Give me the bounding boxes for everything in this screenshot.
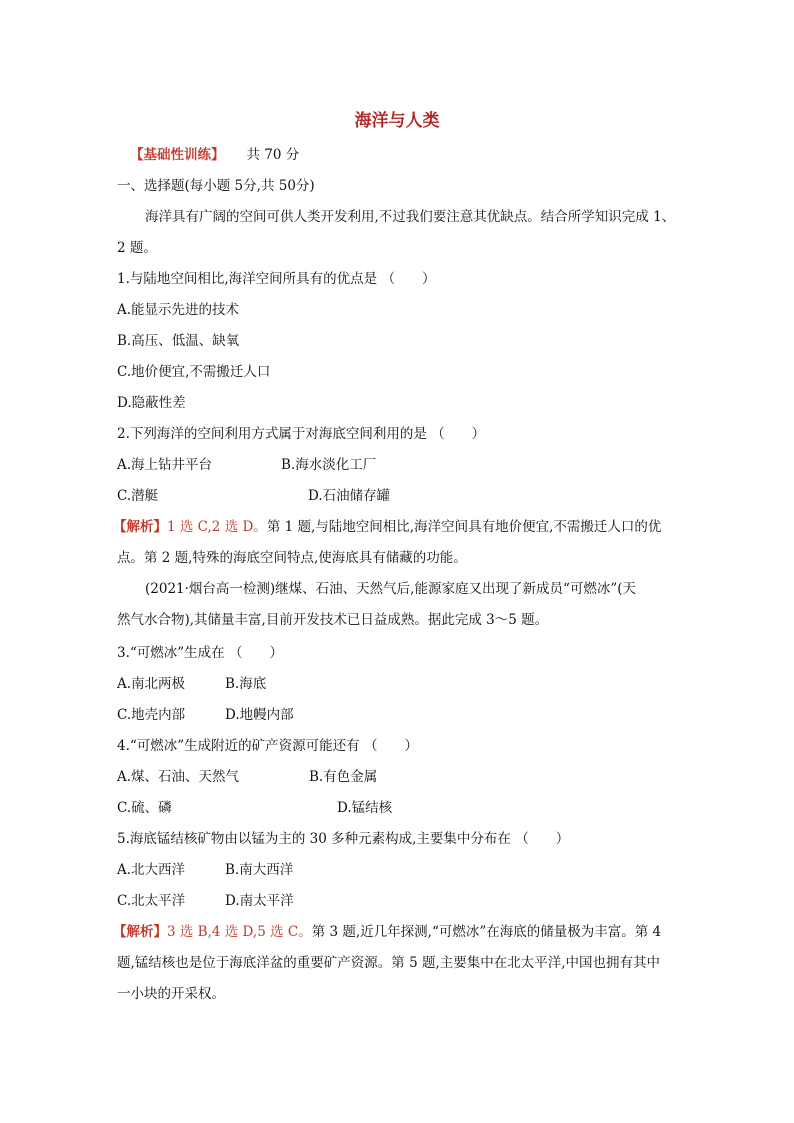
answer-key: 1 选 C,2 选 D。 — [167, 519, 267, 535]
question-2-option-a: A.海上钻井平台 — [117, 457, 213, 473]
question-1-option-d: D.隐蔽性差 — [117, 395, 186, 411]
question-5-option-c: C.北太平洋 — [117, 893, 186, 909]
question-2-stem: 2.下列海洋的空间利用方式属于对海底空间利用的是 （ ） — [117, 426, 486, 442]
answer-1-line2: 点。第 2 题,特殊的海底空间特点,使海底具有储藏的功能。 — [117, 550, 467, 566]
page-title: 海洋与人类 — [354, 111, 440, 131]
question-5-stem: 5.海底锰结核矿物由以锰为主的 30 多种元素构成,主要集中分布在 （ ） — [117, 831, 570, 847]
question-4-option-b: B.有色金属 — [309, 769, 378, 785]
intro-paragraph-2-line1: (2021·烟台高一检测)继煤、石油、天然气后,能源家庭又出现了新成员“可燃冰”(天 — [145, 581, 637, 597]
answer-1-line1 — [113, 517, 661, 537]
question-1-option-a: A.能显示先进的技术 — [117, 302, 240, 318]
training-tag: 【基础性训练】 — [130, 147, 225, 163]
question-1-option-c: C.地价便宜,不需搬迁人口 — [117, 364, 271, 380]
question-4-option-c: C.硫、磷 — [117, 800, 172, 816]
question-5-option-d: D.南太平洋 — [225, 893, 294, 909]
question-5-option-a: A.北大西洋 — [117, 862, 186, 878]
question-3-option-d: D.地幔内部 — [225, 707, 294, 723]
question-5-option-b: B.南大西洋 — [225, 862, 294, 878]
section-header — [130, 145, 299, 165]
answer-label: 【解析】 — [113, 924, 167, 940]
question-3-option-c: C.地壳内部 — [117, 707, 186, 723]
answer-2-line3: 一小块的开采权。 — [117, 986, 225, 1002]
total-score: 共 70 分 — [246, 147, 300, 163]
question-4-stem: 4.“可燃冰”生成附近的矿产资源可能还有 （ ） — [117, 738, 418, 754]
intro-paragraph-1-line2: 2 题。 — [117, 240, 157, 256]
question-1-stem: 1.与陆地空间相比,海洋空间所具有的优点是 （ ） — [117, 271, 436, 287]
answer-key: 3 选 B,4 选 D,5 选 C。 — [167, 924, 312, 940]
answer-2-line1 — [113, 922, 661, 942]
answer-2-line2: 题,锰结核也是位于海底洋盆的重要矿产资源。第 5 题,主要集中在北太平洋,中国也拥有其中 — [117, 955, 661, 971]
question-3-option-a: A.南北两极 — [117, 676, 186, 692]
question-3-option-b: B.海底 — [225, 676, 267, 692]
question-2-option-c: C.潜艇 — [117, 488, 159, 504]
question-4-option-a: A.煤、石油、天然气 — [117, 769, 240, 785]
question-3-stem: 3.“可燃冰”生成在 （ ） — [117, 645, 283, 661]
intro-paragraph-1-line1: 海洋具有广阔的空间可供人类开发利用,不过我们要注意其优缺点。结合所学知识完成 1、 — [145, 209, 676, 225]
answer-explanation: 第 1 题,与陆地空间相比,海洋空间具有地价便宜,不需搬迁人口的优 — [266, 519, 662, 535]
intro-paragraph-2-line2: 然气水合物),其储量丰富,目前开发技术已日益成熟。据此完成 3～5 题。 — [117, 612, 549, 628]
question-2-option-b: B.海水淡化工厂 — [281, 457, 377, 473]
question-4-option-d: D.锰结核 — [337, 800, 393, 816]
answer-label: 【解析】 — [113, 519, 167, 535]
question-2-option-d: D.石油储存罐 — [308, 488, 391, 504]
section-title: 一、选择题(每小题 5分,共 50分) — [117, 178, 315, 194]
answer-explanation: 第 3 题,近几年探测,“可燃冰”在海底的储量极为丰富。第 4 — [311, 924, 662, 940]
question-1-option-b: B.高压、低温、缺氧 — [117, 333, 240, 349]
